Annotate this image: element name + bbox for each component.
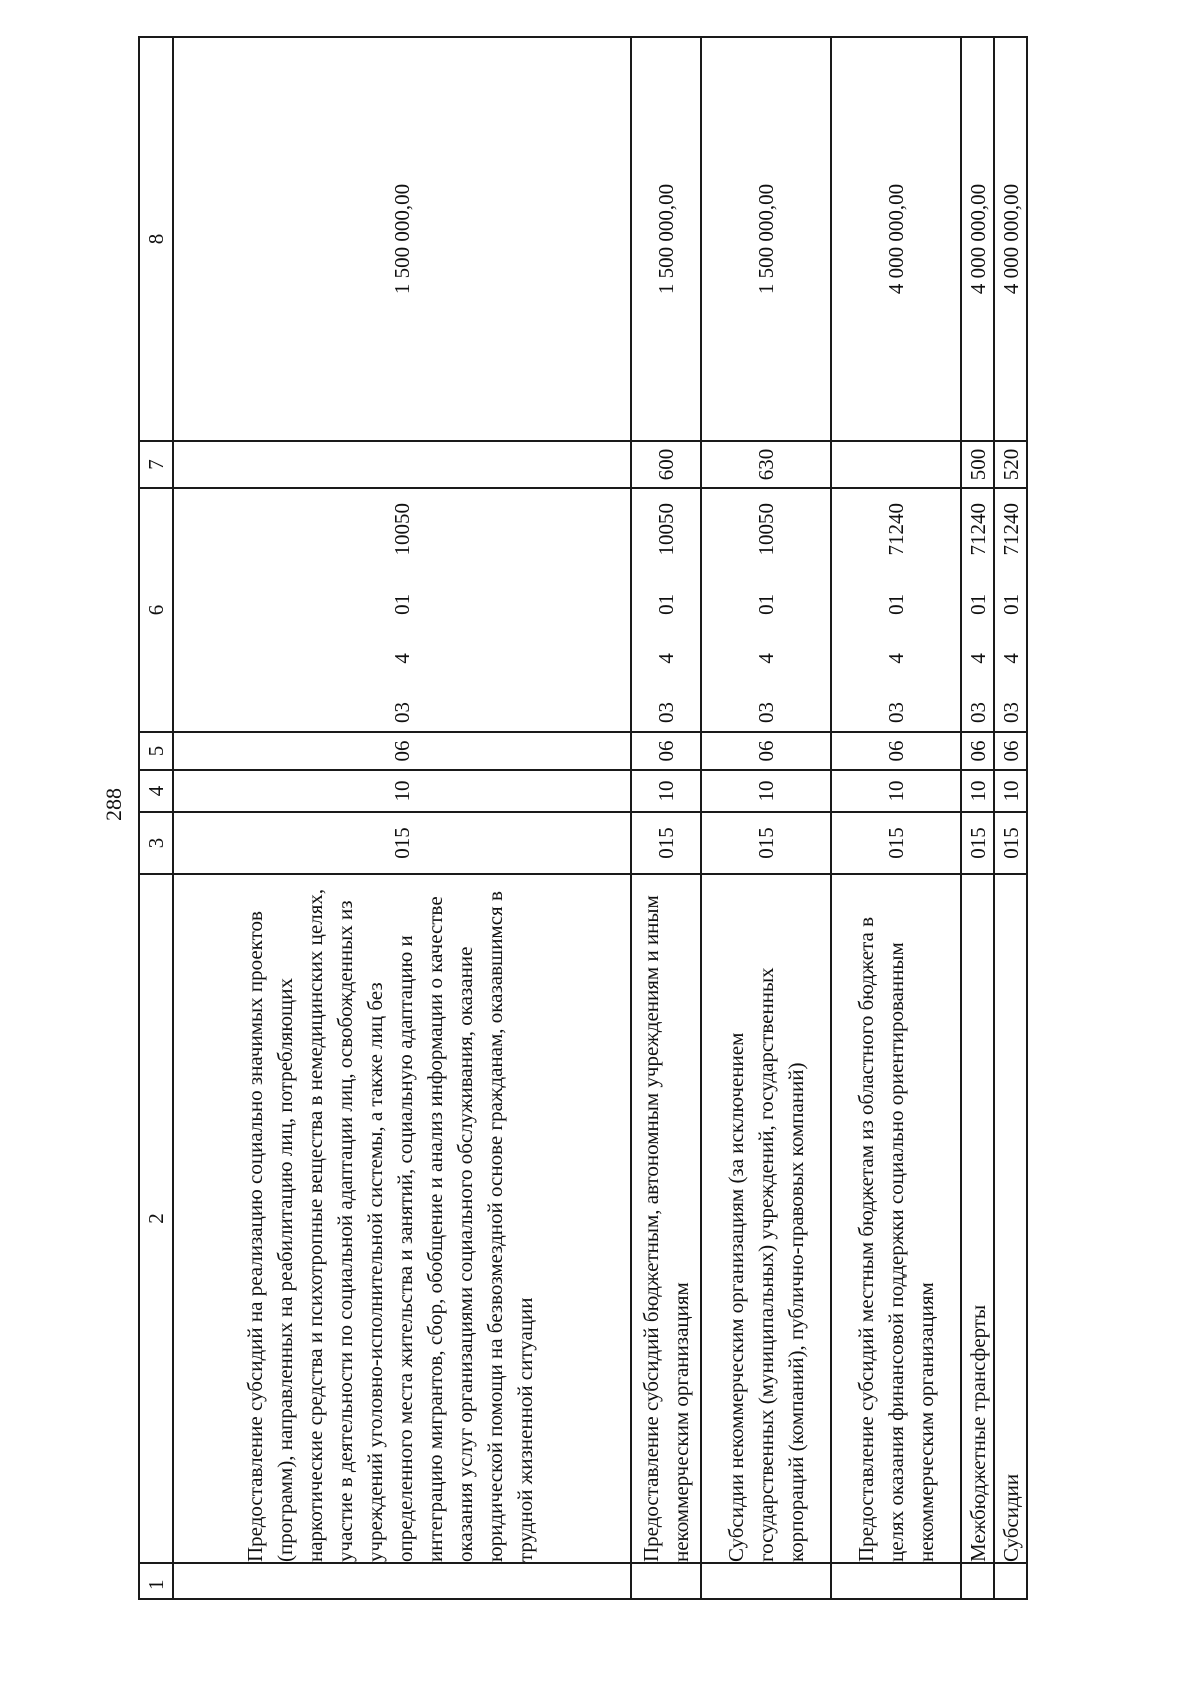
subprogram-code: 4 xyxy=(390,653,414,664)
event-code: 01 xyxy=(998,593,1023,615)
amount-cell: 4 000 000,00 xyxy=(961,37,994,441)
amount-cell: 4 000 000,00 xyxy=(831,37,961,441)
header-col-1: 1 xyxy=(139,1563,173,1599)
subsection-code-cell: 06 xyxy=(701,732,831,770)
amount-cell: 1 500 000,00 xyxy=(701,37,831,441)
section-code-cell: 10 xyxy=(961,770,994,812)
program-code: 03 xyxy=(998,702,1023,723)
grbs-code-cell: 015 xyxy=(631,812,701,874)
grbs-code-cell: 015 xyxy=(831,812,961,874)
expense-type-cell: 630 xyxy=(701,441,831,488)
subprogram-code: 4 xyxy=(998,653,1023,664)
header-col-8: 8 xyxy=(139,37,173,441)
direction-code: 71240 xyxy=(884,503,908,556)
target-article-cell xyxy=(961,488,994,732)
header-col-3: 3 xyxy=(139,812,173,874)
program-code: 03 xyxy=(884,702,908,723)
event-code: 01 xyxy=(965,593,990,615)
event-code: 01 xyxy=(754,593,778,615)
subsection-code-cell: 06 xyxy=(961,732,994,770)
grbs-code-cell: 015 xyxy=(961,812,994,874)
program-code: 03 xyxy=(654,702,678,723)
event-code: 01 xyxy=(654,593,678,615)
subsection-code-cell: 06 xyxy=(173,732,631,770)
direction-code: 10050 xyxy=(754,503,778,556)
subsection-code-cell: 06 xyxy=(831,732,961,770)
target-article-cell xyxy=(631,488,701,732)
table-header-row xyxy=(139,37,173,1599)
section-code-cell: 10 xyxy=(701,770,831,812)
direction-code: 71240 xyxy=(965,503,990,556)
grbs-code-cell: 015 xyxy=(173,812,631,874)
row-number-cell xyxy=(961,1563,994,1599)
table-row xyxy=(173,37,631,1599)
description-cell: Предоставление субсидий местным бюджетам из областного бюджета в целях оказания финансовой поддержки социально ориентированным некоммерческим организациям xyxy=(831,874,961,1563)
description-cell: Субсидии некоммерческим организациям (за исключением государственных (муниципальных) учреждений, государственных корпораций (компаний), публично-правовых компаний) xyxy=(701,874,831,1563)
budget-table xyxy=(138,36,1028,1600)
expense-type-cell: 600 xyxy=(631,441,701,488)
page-number: 288 xyxy=(101,788,126,821)
description-cell: Межбюджетные трансферты xyxy=(961,874,994,1563)
subprogram-code: 4 xyxy=(754,653,778,664)
section-code-cell: 10 xyxy=(831,770,961,812)
program-code: 03 xyxy=(390,702,414,723)
direction-code: 71240 xyxy=(998,503,1023,556)
amount-cell: 4 000 000,00 xyxy=(994,37,1027,441)
program-code: 03 xyxy=(754,702,778,723)
table-row xyxy=(961,37,994,1599)
target-article-cell xyxy=(831,488,961,732)
section-code-cell: 10 xyxy=(994,770,1027,812)
subprogram-code: 4 xyxy=(884,653,908,664)
header-col-5: 5 xyxy=(139,732,173,770)
amount-cell: 1 500 000,00 xyxy=(631,37,701,441)
grbs-code-cell: 015 xyxy=(994,812,1027,874)
table-row xyxy=(631,37,701,1599)
event-code: 01 xyxy=(390,593,414,615)
header-col-2: 2 xyxy=(139,874,173,1563)
row-number-cell xyxy=(631,1563,701,1599)
table-row xyxy=(701,37,831,1599)
row-number-cell xyxy=(831,1563,961,1599)
target-article-cell xyxy=(994,488,1027,732)
subsection-code-cell: 06 xyxy=(994,732,1027,770)
row-number-cell xyxy=(173,1563,631,1599)
description-cell: Субсидии xyxy=(994,874,1027,1563)
target-article-cell xyxy=(701,488,831,732)
table-row xyxy=(994,37,1027,1599)
subprogram-code: 4 xyxy=(965,653,990,664)
subprogram-code: 4 xyxy=(654,653,678,664)
expense-type-cell xyxy=(173,441,631,488)
header-col-6: 6 xyxy=(139,488,173,732)
expense-type-cell: 500 xyxy=(961,441,994,488)
target-article-cell xyxy=(173,488,631,732)
grbs-code-cell: 015 xyxy=(701,812,831,874)
direction-code: 10050 xyxy=(654,503,678,556)
expense-type-cell: 520 xyxy=(994,441,1027,488)
section-code-cell: 10 xyxy=(631,770,701,812)
section-code-cell: 10 xyxy=(173,770,631,812)
header-col-7: 7 xyxy=(139,441,173,488)
row-number-cell xyxy=(994,1563,1027,1599)
event-code: 01 xyxy=(884,593,908,615)
description-cell: Предоставление субсидий бюджетным, автономным учреждениям и иным некоммерческим организациям xyxy=(631,874,701,1563)
row-number-cell xyxy=(701,1563,831,1599)
amount-cell: 1 500 000,00 xyxy=(173,37,631,441)
expense-type-cell xyxy=(831,441,961,488)
direction-code: 10050 xyxy=(390,503,414,556)
subsection-code-cell: 06 xyxy=(631,732,701,770)
table-row xyxy=(831,37,961,1599)
description-cell: Предоставление субсидий на реализацию социально значимых проектов (программ), направленных на реабилитацию лиц, потребляющих наркотические средства и психотропные вещества в немедицинских целях, участие в деятельности по социальной адаптации лиц, освобожденных из учреждений уголовно-исполнительной системы, а также лиц без определенного места жительства и занятий, социальную адаптацию и интеграцию мигрантов, сбор, обобщение и анализ информации о качестве оказания услуг организациями социального обслуживания, оказание юридической помощи на безвозмездной основе гражданам, оказавшимся в трудной жизненной ситуации xyxy=(173,874,631,1563)
header-col-4: 4 xyxy=(139,770,173,812)
program-code: 03 xyxy=(965,702,990,723)
